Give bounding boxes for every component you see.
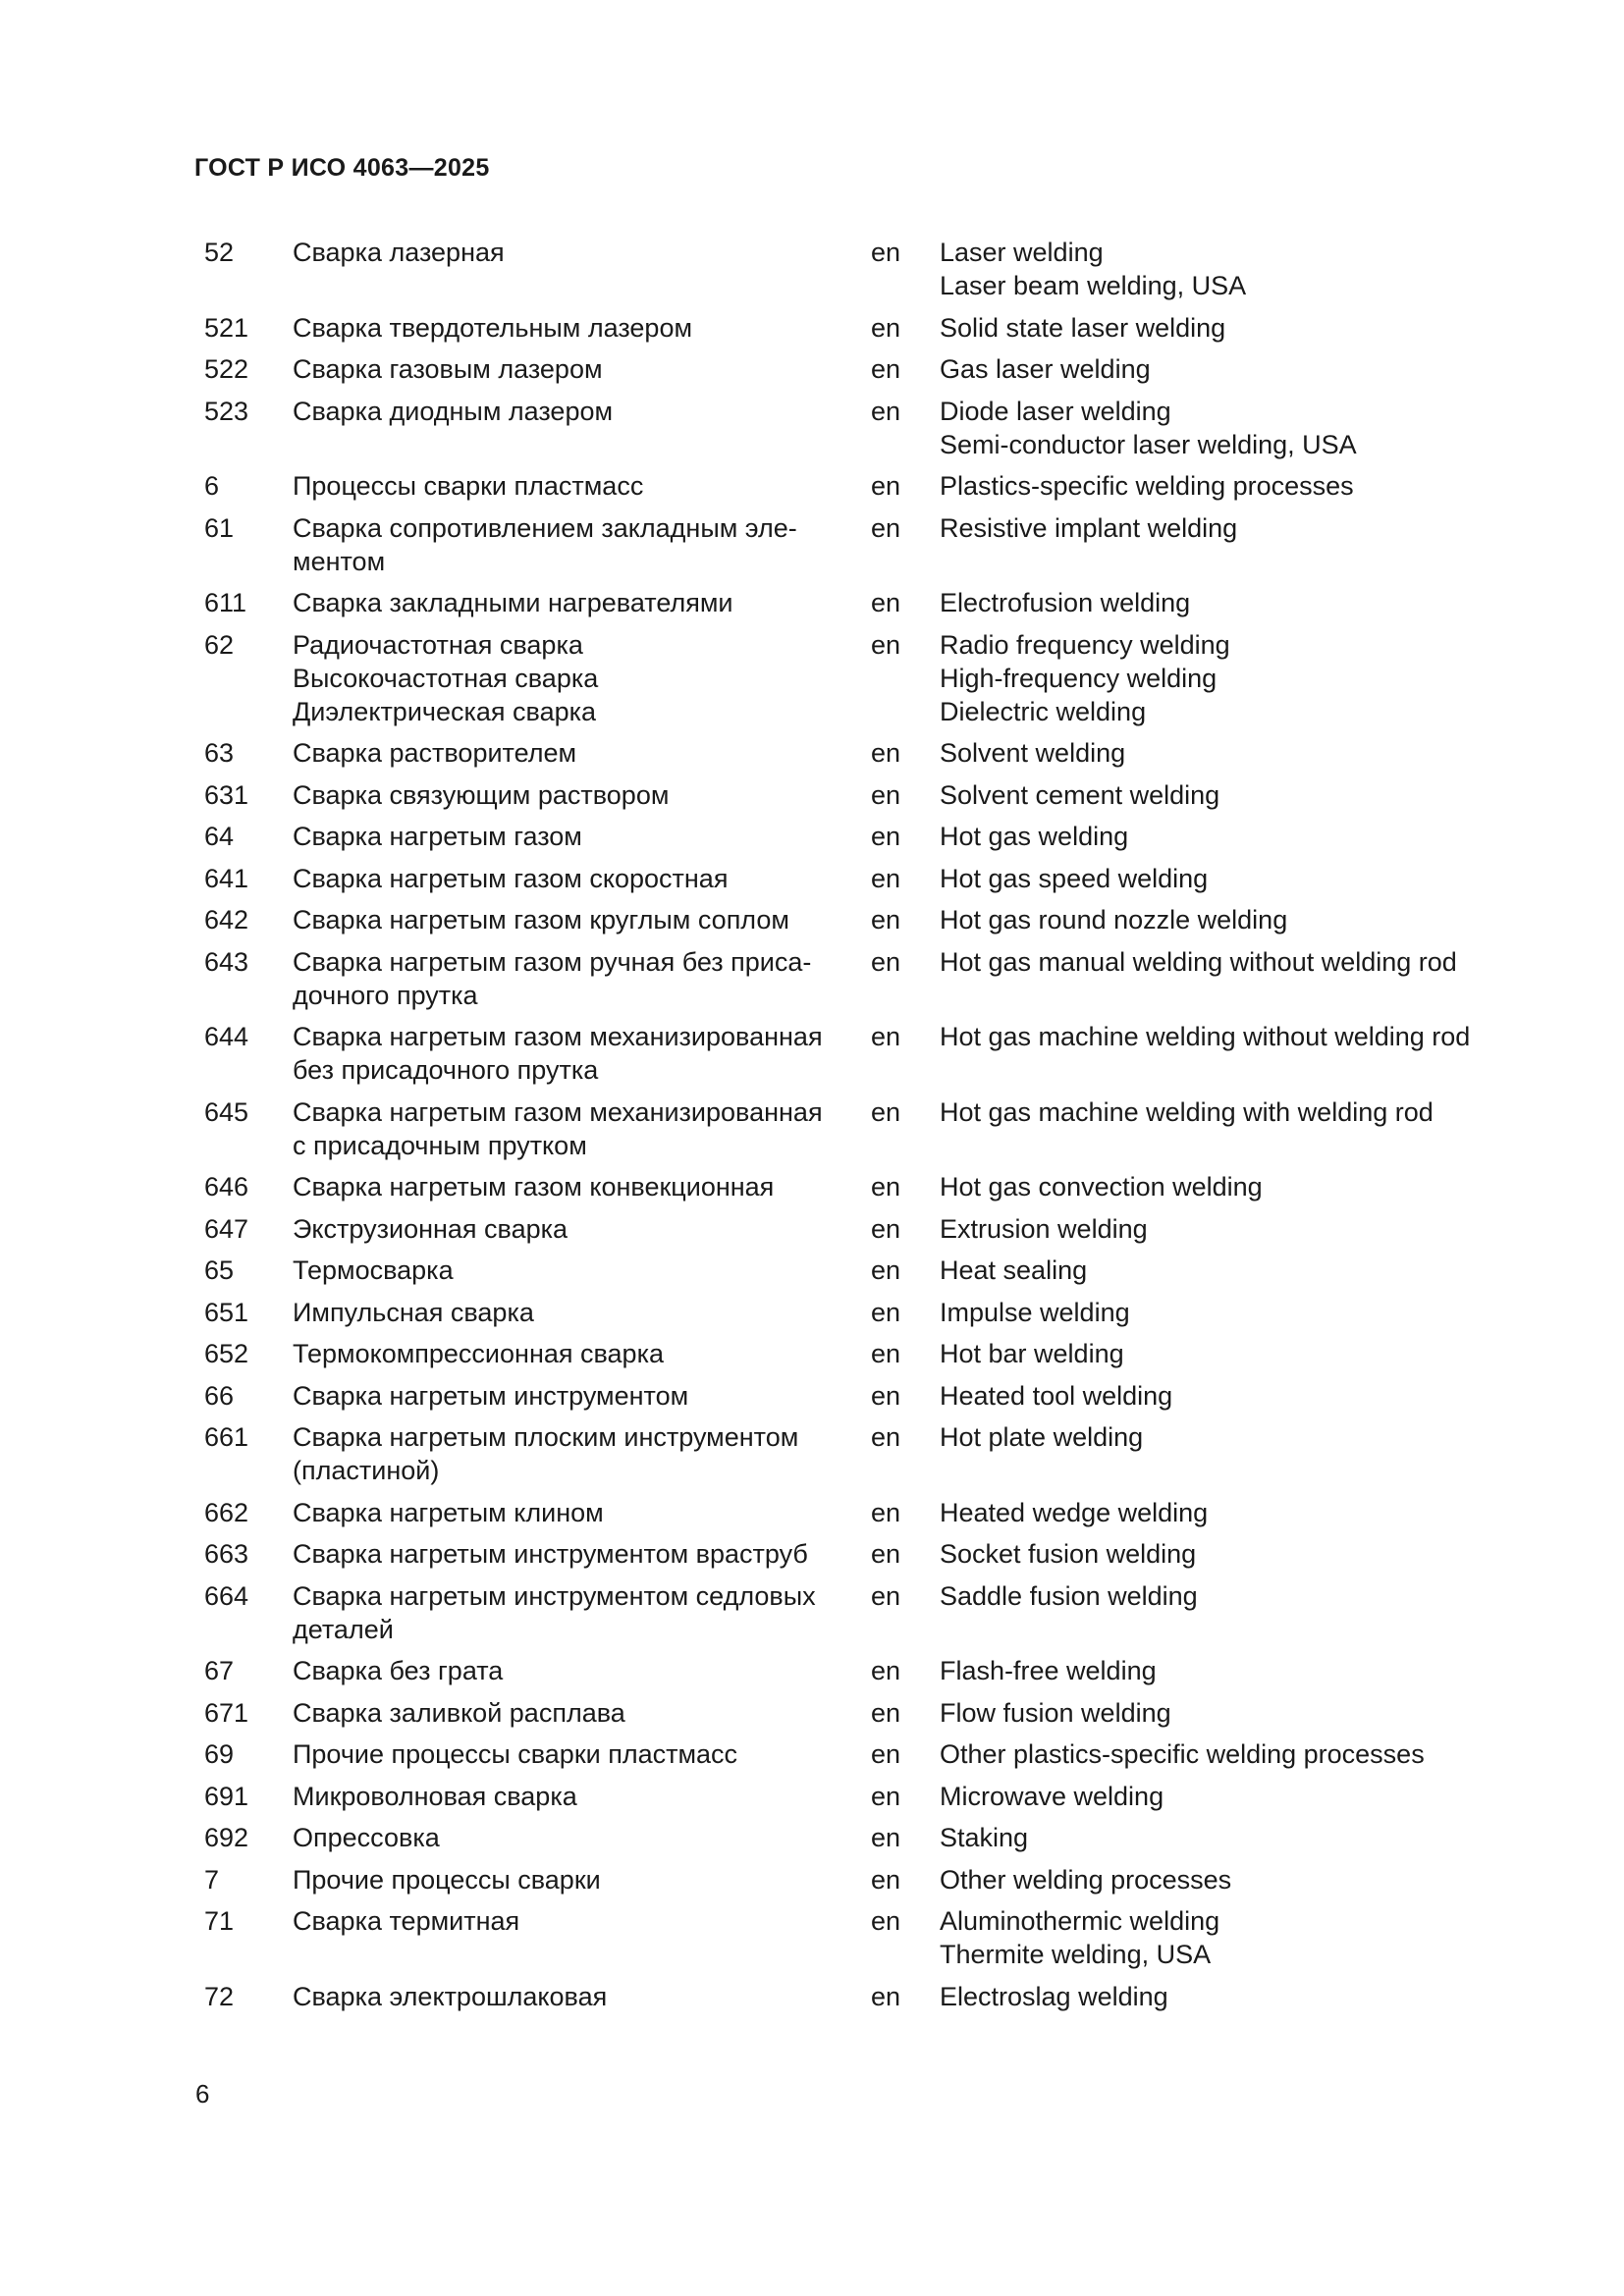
russian-term-line: без присадочного прутка [293, 1055, 599, 1085]
english-term-line: Diode laser welding [940, 396, 1171, 426]
english-term-line: Semi-conductor laser welding, USA [940, 429, 1357, 459]
russian-term-line: Микроволновая сварка [293, 1781, 577, 1811]
language-code: en [871, 629, 901, 660]
process-number: 642 [204, 905, 249, 934]
english-term [940, 1579, 1510, 1613]
term-row [204, 1579, 1510, 1646]
english-term-line: Hot bar welding [940, 1339, 1124, 1368]
english-term-line: Extrusion welding [940, 1213, 1148, 1244]
english-term [940, 1095, 1510, 1129]
russian-term [293, 628, 849, 728]
english-term-line: Electrofusion welding [940, 588, 1191, 617]
russian-term-line: Сварка нагретым газом [293, 822, 582, 851]
russian-term [293, 820, 849, 853]
term-row [204, 1904, 1510, 1971]
term-row [204, 511, 1510, 578]
language-code: en [871, 1823, 901, 1852]
russian-term [293, 586, 849, 619]
process-number: 664 [204, 1580, 249, 1611]
english-term [940, 778, 1510, 812]
russian-term [293, 903, 849, 936]
russian-term [293, 469, 849, 503]
english-term [940, 1821, 1510, 1854]
language-code: en [871, 1580, 901, 1611]
language-code: en [871, 946, 901, 977]
russian-term [293, 511, 849, 578]
russian-term [293, 1654, 849, 1687]
english-term-line: Solvent cement welding [940, 779, 1220, 810]
language-code: en [871, 1539, 901, 1569]
english-term [940, 1780, 1510, 1813]
russian-term-line: Сварка нагретым газом ручная без приса- [293, 946, 812, 977]
process-number: 522 [204, 354, 249, 384]
process-number: 651 [204, 1297, 249, 1327]
term-row [204, 736, 1510, 770]
russian-term-line: Сварка растворителем [293, 738, 577, 768]
russian-term-line: Сварка термитная [293, 1906, 520, 1936]
language-code: en [871, 1981, 901, 2011]
russian-term-line: Прочие процессы сварки [293, 1864, 601, 1895]
russian-term [293, 395, 849, 428]
term-row [204, 586, 1510, 619]
russian-term [293, 1170, 849, 1203]
language-code: en [871, 1022, 901, 1051]
process-number: 661 [204, 1422, 249, 1452]
language-code: en [871, 1497, 901, 1527]
russian-term [293, 1254, 849, 1287]
term-row [204, 236, 1510, 302]
process-number: 61 [204, 512, 235, 543]
english-term [940, 1904, 1510, 1971]
russian-term [293, 1821, 849, 1854]
russian-term [293, 1537, 849, 1571]
term-row [204, 395, 1510, 461]
russian-term-line: Сварка нагретым газом конвекционная [293, 1172, 775, 1201]
english-term [940, 1496, 1510, 1529]
term-row [204, 1095, 1510, 1162]
process-number: 63 [204, 738, 235, 768]
language-code: en [871, 822, 901, 851]
russian-term-line: (пластиной) [293, 1456, 440, 1485]
russian-term [293, 1337, 849, 1370]
english-term [940, 1296, 1510, 1329]
language-code: en [871, 1096, 901, 1127]
russian-term [293, 1737, 849, 1771]
english-term [940, 311, 1510, 345]
russian-term-line: деталей [293, 1614, 394, 1644]
term-row [204, 628, 1510, 728]
english-term-line: Hot plate welding [940, 1422, 1144, 1452]
language-code: en [871, 471, 901, 501]
term-row [204, 1020, 1510, 1087]
english-term-line: Heat sealing [940, 1255, 1088, 1285]
process-number: 691 [204, 1781, 249, 1811]
english-term [940, 945, 1510, 979]
language-code: en [871, 1781, 901, 1811]
term-row [204, 352, 1510, 386]
process-number: 644 [204, 1022, 249, 1051]
english-term [940, 586, 1510, 619]
term-row [204, 862, 1510, 895]
term-row [204, 1780, 1510, 1813]
english-term-line: Socket fusion welding [940, 1539, 1197, 1569]
english-term [940, 1379, 1510, 1413]
language-code: en [871, 1213, 901, 1244]
english-term-line: Heated wedge welding [940, 1497, 1209, 1527]
english-term-line: Plastics-specific welding processes [940, 471, 1354, 501]
english-term [940, 1020, 1510, 1053]
russian-term-line: Сварка диодным лазером [293, 396, 614, 426]
russian-term-line: Сварка закладными нагревателями [293, 588, 733, 617]
english-term-line: Flow fusion welding [940, 1697, 1171, 1728]
english-term-line: Gas laser welding [940, 354, 1151, 384]
english-term-line: Impulse welding [940, 1297, 1130, 1327]
process-number: 662 [204, 1497, 249, 1527]
english-term-line: Other plastics-specific welding processes [940, 1739, 1425, 1769]
process-number: 6 [204, 471, 220, 501]
english-term [940, 395, 1510, 461]
english-term-line: Hot gas speed welding [940, 863, 1209, 893]
language-code: en [871, 1739, 901, 1769]
russian-term-line: Сварка заливкой расплава [293, 1697, 625, 1728]
russian-term [293, 1420, 849, 1487]
russian-term-line: Сварка нагретым инструментом враструб [293, 1539, 808, 1569]
russian-term-line: Сварка нагретым плоским инструментом [293, 1422, 799, 1452]
term-row [204, 945, 1510, 1012]
term-row [204, 820, 1510, 853]
russian-term [293, 311, 849, 345]
english-term [940, 1980, 1510, 2013]
term-row [204, 1696, 1510, 1730]
russian-term [293, 778, 849, 812]
russian-term [293, 1496, 849, 1529]
russian-term [293, 1696, 849, 1730]
russian-term [293, 236, 849, 269]
english-term [940, 511, 1510, 545]
english-term [940, 1696, 1510, 1730]
russian-term-line: Сварка нагретым инструментом [293, 1380, 689, 1411]
russian-term-line: Термокомпрессионная сварка [293, 1339, 664, 1368]
process-number: 521 [204, 312, 249, 343]
english-term [940, 1863, 1510, 1896]
language-code: en [871, 238, 901, 267]
term-row [204, 1212, 1510, 1246]
russian-term-line: Сварка связующим раствором [293, 779, 670, 810]
russian-term-line: Сварка нагретым инструментом седловых [293, 1580, 816, 1611]
russian-term-line: дочного прутка [293, 980, 478, 1010]
process-number: 71 [204, 1906, 235, 1936]
english-term-line: Other welding processes [940, 1864, 1232, 1895]
language-code: en [871, 354, 901, 384]
english-term-line: Electroslag welding [940, 1981, 1168, 2011]
english-term-line: Radio frequency welding [940, 629, 1230, 660]
english-term-line: Staking [940, 1823, 1029, 1852]
russian-term-line: Сварка нагретым газом механизированная [293, 1022, 823, 1051]
process-number: 645 [204, 1096, 249, 1127]
english-term [940, 1337, 1510, 1370]
language-code: en [871, 779, 901, 810]
term-row [204, 311, 1510, 345]
process-number: 663 [204, 1539, 249, 1569]
english-term-line: Flash-free welding [940, 1656, 1157, 1685]
process-number: 671 [204, 1697, 249, 1728]
term-row [204, 1254, 1510, 1287]
process-number: 523 [204, 396, 249, 426]
russian-term-line: ментом [293, 546, 386, 576]
language-code: en [871, 1380, 901, 1411]
english-term-line: Microwave welding [940, 1781, 1164, 1811]
english-term [940, 352, 1510, 386]
russian-term-line: Экструзионная сварка [293, 1213, 568, 1244]
russian-term [293, 945, 849, 1012]
term-row [204, 1654, 1510, 1687]
process-number: 631 [204, 779, 249, 810]
term-row [204, 1170, 1510, 1203]
russian-term-line: Сварка лазерная [293, 238, 505, 267]
term-row [204, 1379, 1510, 1413]
language-code: en [871, 396, 901, 426]
russian-term-line: Сварка нагретым газом круглым соплом [293, 905, 789, 934]
language-code: en [871, 1422, 901, 1452]
process-number: 66 [204, 1380, 235, 1411]
term-row [204, 1496, 1510, 1529]
language-code: en [871, 1297, 901, 1327]
russian-term-line: Сварка электрошлаковая [293, 1981, 608, 2011]
process-number: 641 [204, 863, 249, 893]
english-term-line: Heated tool welding [940, 1380, 1173, 1411]
russian-term-line: Сварка сопротивлением закладным эле- [293, 512, 797, 543]
english-term-line: Laser beam welding, USA [940, 271, 1247, 300]
term-row [204, 1337, 1510, 1370]
russian-term-line: Сварка без грата [293, 1656, 504, 1685]
language-code: en [871, 588, 901, 617]
term-row [204, 1863, 1510, 1896]
english-term-line: Hot gas welding [940, 822, 1129, 851]
russian-term-line: Сварка твердотельным лазером [293, 312, 693, 343]
russian-term [293, 1579, 849, 1646]
english-term-line: Thermite welding, USA [940, 1940, 1212, 1969]
process-number: 67 [204, 1656, 235, 1685]
english-term-line: Hot gas round nozzle welding [940, 905, 1288, 934]
english-term-line: Hot gas convection welding [940, 1172, 1263, 1201]
russian-term [293, 1212, 849, 1246]
english-term [940, 1254, 1510, 1287]
english-term-line: Dielectric welding [940, 696, 1147, 726]
language-code: en [871, 1255, 901, 1285]
english-term-line: Laser welding [940, 238, 1104, 267]
english-term [940, 1170, 1510, 1203]
english-term-line: Hot gas machine welding without welding rod [940, 1022, 1471, 1051]
process-number: 52 [204, 238, 235, 267]
english-term-line: Solvent welding [940, 738, 1126, 768]
russian-term-line: Высокочастотная сварка [293, 663, 599, 693]
russian-term [293, 1780, 849, 1813]
russian-term [293, 1020, 849, 1087]
russian-term [293, 352, 849, 386]
russian-term-line: Диэлектрическая сварка [293, 696, 597, 726]
terms-table [204, 236, 1510, 2021]
english-term-line: Solid state laser welding [940, 312, 1226, 343]
russian-term [293, 1379, 849, 1413]
russian-term-line: Сварка нагретым газом механизированная [293, 1096, 823, 1127]
english-term [940, 903, 1510, 936]
english-term [940, 1537, 1510, 1571]
russian-term [293, 736, 849, 770]
russian-term-line: Опрессовка [293, 1823, 440, 1852]
english-term [940, 736, 1510, 770]
language-code: en [871, 863, 901, 893]
language-code: en [871, 1172, 901, 1201]
english-term [940, 628, 1510, 728]
language-code: en [871, 1339, 901, 1368]
english-term-line: Hot gas manual welding without welding rod [940, 946, 1457, 977]
process-number: 65 [204, 1255, 235, 1285]
russian-term-line: Термосварка [293, 1255, 454, 1285]
process-number: 611 [204, 588, 247, 617]
russian-term [293, 1980, 849, 2013]
process-number: 647 [204, 1213, 249, 1244]
russian-term-line: Прочие процессы сварки пластмасс [293, 1739, 738, 1769]
english-term-line: Resistive implant welding [940, 512, 1238, 543]
document-header: ГОСТ Р ИСО 4063—2025 [194, 154, 490, 182]
english-term [940, 469, 1510, 503]
term-row [204, 1980, 1510, 2013]
language-code: en [871, 1697, 901, 1728]
language-code: en [871, 738, 901, 768]
process-number: 646 [204, 1172, 249, 1201]
language-code: en [871, 312, 901, 343]
russian-term [293, 1095, 849, 1162]
page-number: 6 [195, 2079, 210, 2109]
term-row [204, 1296, 1510, 1329]
process-number: 692 [204, 1823, 249, 1852]
english-term-line: High-frequency welding [940, 663, 1218, 693]
russian-term-line: Сварка нагретым газом скоростная [293, 863, 729, 893]
english-term [940, 1737, 1510, 1771]
english-term-line: Hot gas machine welding with welding rod [940, 1096, 1434, 1127]
term-row [204, 1821, 1510, 1854]
term-row [204, 469, 1510, 503]
term-row [204, 903, 1510, 936]
english-term [940, 1420, 1510, 1454]
term-row [204, 1737, 1510, 1771]
russian-term-line: Сварка газовым лазером [293, 354, 603, 384]
process-number: 643 [204, 946, 249, 977]
process-number: 69 [204, 1739, 235, 1769]
russian-term [293, 1296, 849, 1329]
process-number: 62 [204, 629, 235, 660]
english-term [940, 820, 1510, 853]
english-term [940, 1654, 1510, 1687]
term-row [204, 1420, 1510, 1487]
language-code: en [871, 1864, 901, 1895]
russian-term [293, 1863, 849, 1896]
russian-term-line: с присадочным прутком [293, 1130, 587, 1160]
english-term [940, 862, 1510, 895]
language-code: en [871, 512, 901, 543]
english-term [940, 236, 1510, 302]
english-term-line: Saddle fusion welding [940, 1580, 1198, 1611]
russian-term [293, 862, 849, 895]
process-number: 7 [204, 1864, 220, 1895]
russian-term-line: Импульсная сварка [293, 1297, 534, 1327]
english-term-line: Aluminothermic welding [940, 1906, 1220, 1936]
russian-term [293, 1904, 849, 1938]
russian-term-line: Радиочастотная сварка [293, 629, 583, 660]
english-term [940, 1212, 1510, 1246]
russian-term-line: Сварка нагретым клином [293, 1497, 604, 1527]
term-row [204, 1537, 1510, 1571]
process-number: 64 [204, 822, 235, 851]
language-code: en [871, 1656, 901, 1685]
process-number: 72 [204, 1981, 235, 2011]
language-code: en [871, 1906, 901, 1936]
russian-term-line: Процессы сварки пластмасс [293, 471, 644, 501]
language-code: en [871, 905, 901, 934]
term-row [204, 778, 1510, 812]
process-number: 652 [204, 1339, 249, 1368]
